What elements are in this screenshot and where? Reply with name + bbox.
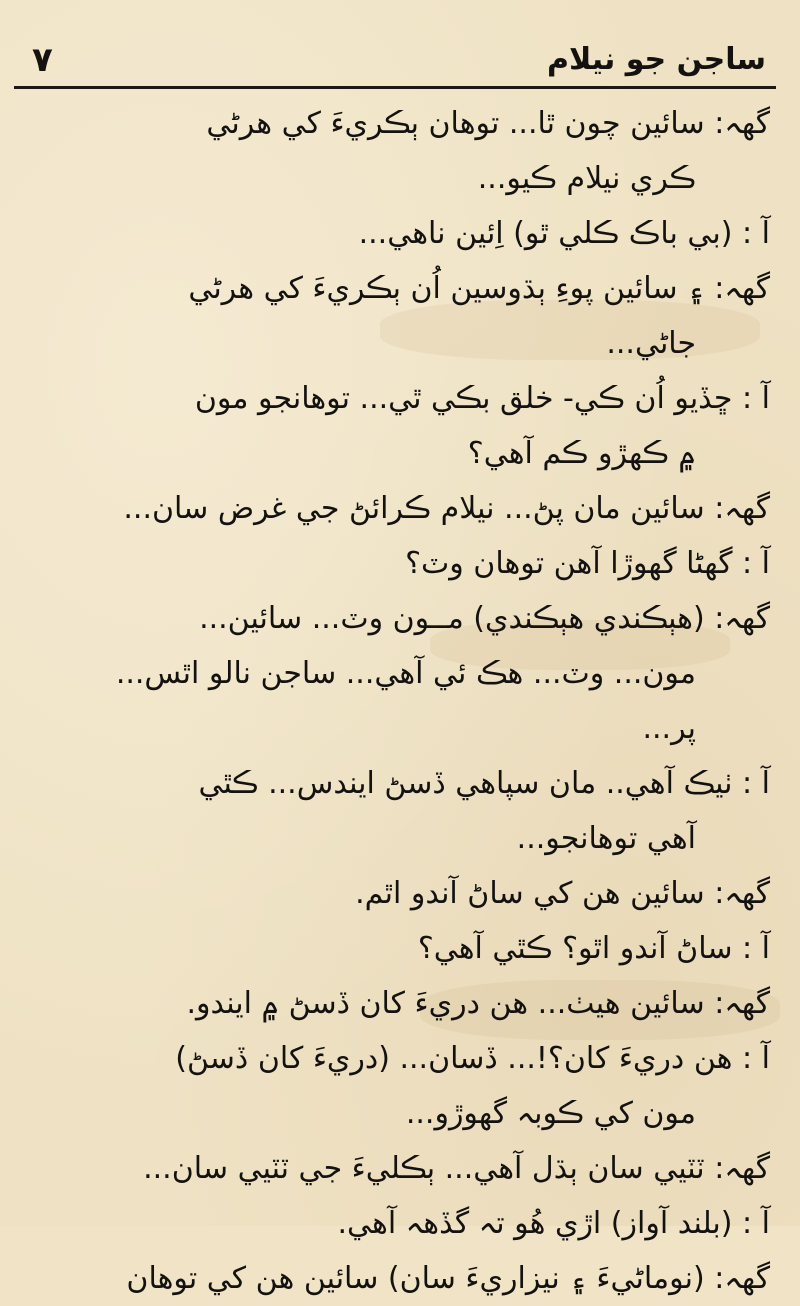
dialogue-continuation-line <box>30 426 770 481</box>
dialogue-line <box>30 96 770 151</box>
line-text: گهہ: (نوماڻيءَ ۽ نيزاريءَ سان) سائين هن کي توهان <box>126 1261 770 1296</box>
dialogue-continuation-line <box>30 646 770 701</box>
dialogue-line <box>30 756 770 811</box>
dialogue-line <box>30 1251 770 1306</box>
dialogue-line <box>30 1196 770 1251</box>
line-text: پر... <box>642 711 696 746</box>
dialogue-continuation-line <box>30 151 770 206</box>
dialogue-line <box>30 1031 770 1086</box>
dialogue-line <box>30 536 770 591</box>
dialogue-line <box>30 866 770 921</box>
line-text: ڪري نيلام ڪيو... <box>477 161 696 196</box>
page-header-title: ساجن جو نيلام <box>547 42 766 77</box>
line-text: گهہ: سائين چون ٿا... توهان ٻڪريءَ کي هرڻي <box>206 106 770 141</box>
line-text: گهہ: (هٻڪندي هٻڪندي) مــون وٽ... سائين... <box>199 601 770 636</box>
line-text: آهي توهانجو... <box>516 821 696 856</box>
dialogue-continuation-line <box>30 1086 770 1141</box>
dialogue-line <box>30 371 770 426</box>
line-text: گهہ: ٽٽيي سان ٻڌل آهي... ٻڪليءَ جي ٽٽيي سان... <box>143 1151 770 1186</box>
dialogue-line <box>30 481 770 536</box>
dialogue-continuation-line <box>30 811 770 866</box>
line-text: آ : گهڻا گهوڙا آهن توهان وٽ؟ <box>405 546 770 581</box>
dialogue-continuation-line <box>30 316 770 371</box>
line-text: جاڻي... <box>606 326 696 361</box>
line-text: مون... وٽ... هڪ ئي آهي... ساجن نالو اٿس... <box>115 656 696 691</box>
dialogue-line <box>30 206 770 261</box>
line-text: گهہ: سائين مان پڻ... نيلام ڪرائڻ جي غرض سان... <box>123 491 770 526</box>
line-text: گهہ: سائين هيٺ... هن دريءَ کان ڏسڻ ۾ ايندو. <box>186 986 770 1021</box>
line-text: آ : (بي باڪ ڪلي ٿو) اِئين ناهي... <box>358 216 770 251</box>
dialogue-line <box>30 1141 770 1196</box>
line-text: ۾ ڪهڙو ڪم آهي؟ <box>467 436 696 471</box>
page-number: ٧ <box>32 40 53 80</box>
dialogue-line <box>30 921 770 976</box>
line-text: گهہ: ۽ سائين پوءِ ٻڌوسين اُن ٻڪريءَ کي هرڻي <box>188 271 770 306</box>
header-rule <box>14 86 776 89</box>
line-text: آ : ڇڏيو اُن ڪي- خلق بڪي ٿي... توهانجو مون <box>194 381 770 416</box>
line-text: آ : هن دريءَ کان؟!... ڏسان... (دريءَ کان ڏسڻ) <box>175 1041 770 1076</box>
line-text: آ : ٺيڪ آهي.. مان سپاهي ڏسڻ ايندس... ڪٿي <box>198 766 770 801</box>
dialogue-line <box>30 261 770 316</box>
dialogue-line <box>30 976 770 1031</box>
line-text: گهہ: سائين هن کي ساڻ آندو اٿم. <box>355 876 770 911</box>
play-text <box>30 96 770 1306</box>
line-text: آ : (بلند آواز) اڙي هُو تہ گڏهہ آهي. <box>337 1206 770 1241</box>
running-head <box>28 36 772 86</box>
dialogue-continuation-line <box>30 701 770 756</box>
line-text: مون کي ڪوبہ گهوڙو... <box>405 1096 696 1131</box>
dialogue-line <box>30 591 770 646</box>
line-text: آ : ساڻ آندو اٿو؟ ڪٿي آهي؟ <box>417 931 770 966</box>
